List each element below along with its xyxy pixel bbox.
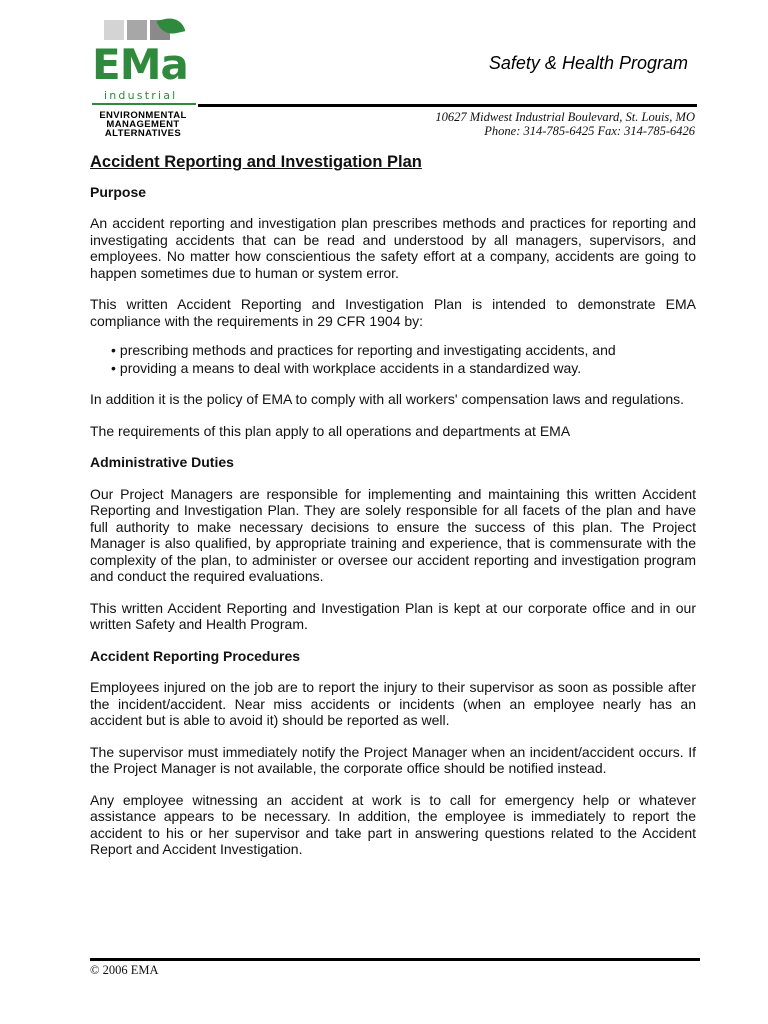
document-title: Accident Reporting and Investigation Plan [90,153,422,171]
admin-paragraph-1: Our Project Managers are responsible for implementing and maintaining this written Accident Reporting and Investigation Plan. They are solely responsible for all facets of the plan and have full authority to make necessary decisions to ensure the success of this plan. The Project Manager is also qualified, by appropriate training and experience, that is commensurate with the complexity of the plan, to administer or oversee our accident reporting and investigation program and conduct the required evaluations. [90,485,696,584]
document-body [90,154,696,873]
program-title: Safety & Health Program [488,53,688,73]
list-item: • prescribing methods and practices for reporting and investigating accidents, and [111,342,696,359]
logo-wordmark: EMa [92,40,188,89]
procedures-heading: Accident Reporting Procedures [90,647,301,664]
footer-divider [90,958,700,961]
list-item: • providing a means to deal with workplace accidents in a standardized way. [111,360,696,377]
logo-squares-icon [104,20,184,42]
purpose-paragraph-4: The requirements of this plan apply to all operations and departments at EMA [90,422,571,439]
purpose-bullet-list [90,342,696,376]
procedures-paragraph-3: Any employee witnessing an accident at work is to call for emergency help or whatever assistance appears to be necessary. In addition, the employee is immediately to report the accident to his or her supervisor and take part in answering questions related to the Accident Report and Accident Investigation. [90,791,696,857]
admin-paragraph-2: This written Accident Reporting and Investigation Plan is kept at our corporate office and in our written Safety and Health Program. [90,599,696,632]
admin-heading: Administrative Duties [90,454,234,470]
address-line: 10627 Midwest Industrial Boulevard, St. Louis, MO [435,110,695,124]
purpose-paragraph-3: In addition it is the policy of EMA to comply with all workers' compensation laws and regulations. [90,391,685,407]
logo-tagline-line3: ALTERNATIVES [104,128,182,139]
address-block [435,110,695,138]
header-divider [198,104,697,107]
footer-copyright: © 2006 EMA [90,963,159,977]
procedures-paragraph-1: Employees injured on the job are to report the injury to their supervisor as soon as possible after the incident/accident. Near miss accidents or incidents (when an employee nearly has an accident but is able to avoid it) should be reported as well. [90,679,696,728]
purpose-paragraph-2: This written Accident Reporting and Investigation Plan is intended to demonstrate EMA compliance with the requirements in 29 CFR 1904 by: [90,296,696,329]
logo-subtitle: industrial [104,89,178,102]
logo-tagline-line1: ENVIRONMENTAL [99,110,187,121]
phone-line: Phone: 314-785-6425 Fax: 314-785-6426 [484,124,695,138]
logo-underline [92,103,196,105]
purpose-paragraph-1: An accident reporting and investigation plan prescribes methods and practices for reporting and investigating accidents that can be read and understood by all managers, supervisors, and employees. No matter how conscientious the safety effort at a company, accidents are going to happen sometimes due to human or system error. [90,215,696,281]
procedures-paragraph-2: The supervisor must immediately notify the Project Manager when an incident/accident occurs. If the Project Manager is not available, the corporate office should be notified instead. [90,743,696,776]
purpose-heading: Purpose [90,183,147,200]
logo-tagline-line2: MANAGEMENT [106,119,180,130]
